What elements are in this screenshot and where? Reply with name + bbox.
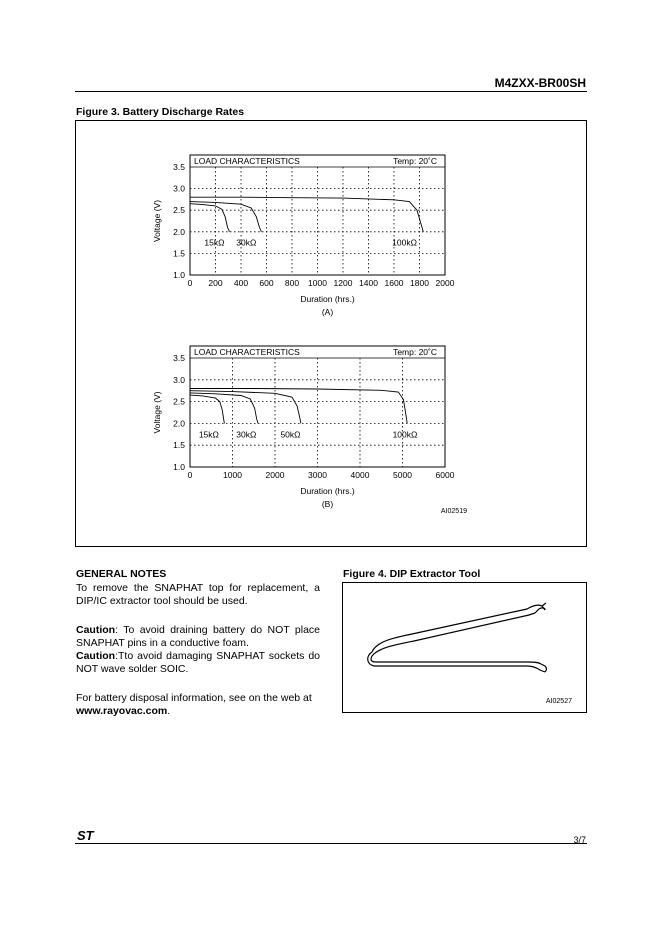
general-notes-heading: GENERAL NOTES bbox=[76, 568, 167, 580]
chart-b-y-tick-label: 3.5 bbox=[173, 353, 185, 363]
figure4-title: Figure 4. DIP Extractor Tool bbox=[343, 568, 481, 580]
chart-b-x-tick-label: 0 bbox=[187, 470, 193, 480]
chart-b-x-tick-label: 3000 bbox=[308, 470, 327, 480]
chart-a-y-tick-label: 1.5 bbox=[173, 248, 185, 259]
chart-b-series-line bbox=[190, 391, 301, 424]
figure4-code: AI02527 bbox=[545, 698, 572, 705]
chart-a-series-line bbox=[190, 197, 423, 232]
chart-b-y-tick-label: 3.0 bbox=[173, 374, 185, 385]
chart-b-y-tick-label: 1.5 bbox=[173, 440, 185, 451]
notes-caution-2 bbox=[76, 650, 320, 676]
chart-a-x-tick-label: 1400 bbox=[359, 278, 378, 288]
notes-paragraph-3 bbox=[76, 692, 320, 718]
figure3-title: Figure 3. Battery Discharge Rates bbox=[76, 106, 245, 118]
chart-b bbox=[152, 346, 455, 509]
chart-b-panel-label: (B) bbox=[321, 499, 334, 509]
chart-a bbox=[152, 155, 455, 317]
chart-a-y-tick-label: 2.5 bbox=[173, 205, 185, 216]
chart-a-series-label: 100kΩ bbox=[392, 237, 417, 248]
notes-caution-1 bbox=[76, 624, 320, 650]
chart-a-x-tick-label: 800 bbox=[284, 278, 300, 288]
extractor-upper-tip bbox=[542, 603, 546, 606]
chart-a-series-line bbox=[190, 202, 261, 232]
chart-b-x-tick-label: 5000 bbox=[393, 470, 412, 480]
chart-a-title: LOAD CHARACTERISTICS bbox=[194, 156, 300, 166]
dip-extractor-tool-drawing bbox=[342, 582, 587, 713]
caution-label: Caution bbox=[76, 650, 116, 662]
caution-label: Caution bbox=[76, 624, 116, 636]
footer-rule bbox=[75, 843, 587, 844]
caution-2-text: :Tto avoid damaging SNAPHAT sockets do NOT wave solder SOIC. bbox=[76, 650, 320, 675]
chart-b-x-tick-label: 2000 bbox=[265, 470, 285, 480]
chart-a-x-tick-label: 200 bbox=[208, 278, 223, 288]
extractor-bend-inner bbox=[371, 656, 376, 662]
chart-b-temperature: Temp: 20˚C bbox=[393, 347, 437, 357]
chart-a-y-tick-label: 3.0 bbox=[173, 183, 185, 194]
chart-b-y-axis-label: Voltage (V) bbox=[152, 391, 162, 434]
chart-a-x-tick-label: 1000 bbox=[308, 278, 327, 288]
chart-b-series-label: 100kΩ bbox=[392, 429, 418, 440]
chart-a-x-tick-label: 1200 bbox=[333, 278, 353, 288]
rayovac-link[interactable]: www.rayovac.com bbox=[76, 705, 168, 717]
chart-b-x-tick-label: 6000 bbox=[435, 470, 455, 480]
chart-a-x-tick-label: 600 bbox=[259, 278, 274, 288]
chart-b-series-line bbox=[190, 389, 407, 424]
chart-b-y-tick-label: 1.0 bbox=[173, 462, 185, 472]
chart-a-x-tick-label: 400 bbox=[233, 278, 249, 288]
chart-b-series-label: 30kΩ bbox=[236, 429, 257, 440]
chart-b-series-line bbox=[190, 395, 224, 423]
chart-a-x-tick-label: 1800 bbox=[410, 278, 429, 288]
chart-a-y-axis-label: Voltage (V) bbox=[152, 199, 162, 243]
chart-a-x-tick-label: 1600 bbox=[384, 278, 404, 288]
notes-paragraph-1: To remove the SNAPHAT top for replacement, a DIP/IC extractor tool should be used. bbox=[76, 582, 320, 607]
chart-b-x-tick-label: 1000 bbox=[223, 470, 242, 480]
chart-a-x-tick-label: 2000 bbox=[435, 278, 455, 288]
chart-b-y-tick-label: 2.0 bbox=[173, 418, 185, 429]
document-part-number: M4ZXX-BR00SH bbox=[494, 76, 586, 90]
chart-a-panel-label: (A) bbox=[321, 307, 334, 317]
chart-b-title: LOAD CHARACTERISTICS bbox=[194, 347, 300, 357]
st-logo-text: ST bbox=[77, 828, 94, 842]
page-number: 3/7 bbox=[573, 835, 586, 845]
chart-a-y-tick-label: 2.0 bbox=[173, 226, 185, 237]
chart-a-y-tick-label: 1.0 bbox=[173, 270, 185, 280]
extractor-lower-arm bbox=[374, 666, 545, 672]
chart-b-y-tick-label: 2.5 bbox=[173, 396, 185, 407]
chart-a-x-tick-label: 0 bbox=[187, 278, 193, 288]
link-suffix: . bbox=[167, 705, 171, 717]
extractor-lower-arm-inner bbox=[376, 662, 541, 664]
chart-b-series-label: 15kΩ bbox=[198, 429, 219, 440]
chart-a-temperature: Temp: 20˚C bbox=[393, 156, 437, 166]
chart-a-series-label: 30kΩ bbox=[236, 237, 257, 248]
chart-a-x-axis-label: Duration (hrs.) bbox=[300, 294, 355, 304]
chart-b-x-tick-label: 4000 bbox=[350, 470, 370, 480]
caution-1-text: : To avoid draining battery do NOT place SNAPHAT pins in a conductive foam. bbox=[76, 624, 320, 649]
extractor-upper-arm-inner bbox=[372, 613, 535, 656]
chart-a-series-line bbox=[190, 204, 230, 232]
st-logo bbox=[76, 828, 98, 842]
chart-b-x-axis-label: Duration (hrs.) bbox=[300, 486, 355, 496]
chart-a-y-tick-label: 3.5 bbox=[173, 162, 185, 172]
chart-a-series-label: 15kΩ bbox=[204, 237, 225, 248]
disposal-text: For battery disposal information, see on the web at bbox=[76, 692, 312, 704]
chart-b-series-label: 50kΩ bbox=[280, 429, 301, 440]
extractor-upper-hook bbox=[535, 608, 545, 613]
figure3-code: AI02519 bbox=[440, 508, 467, 515]
